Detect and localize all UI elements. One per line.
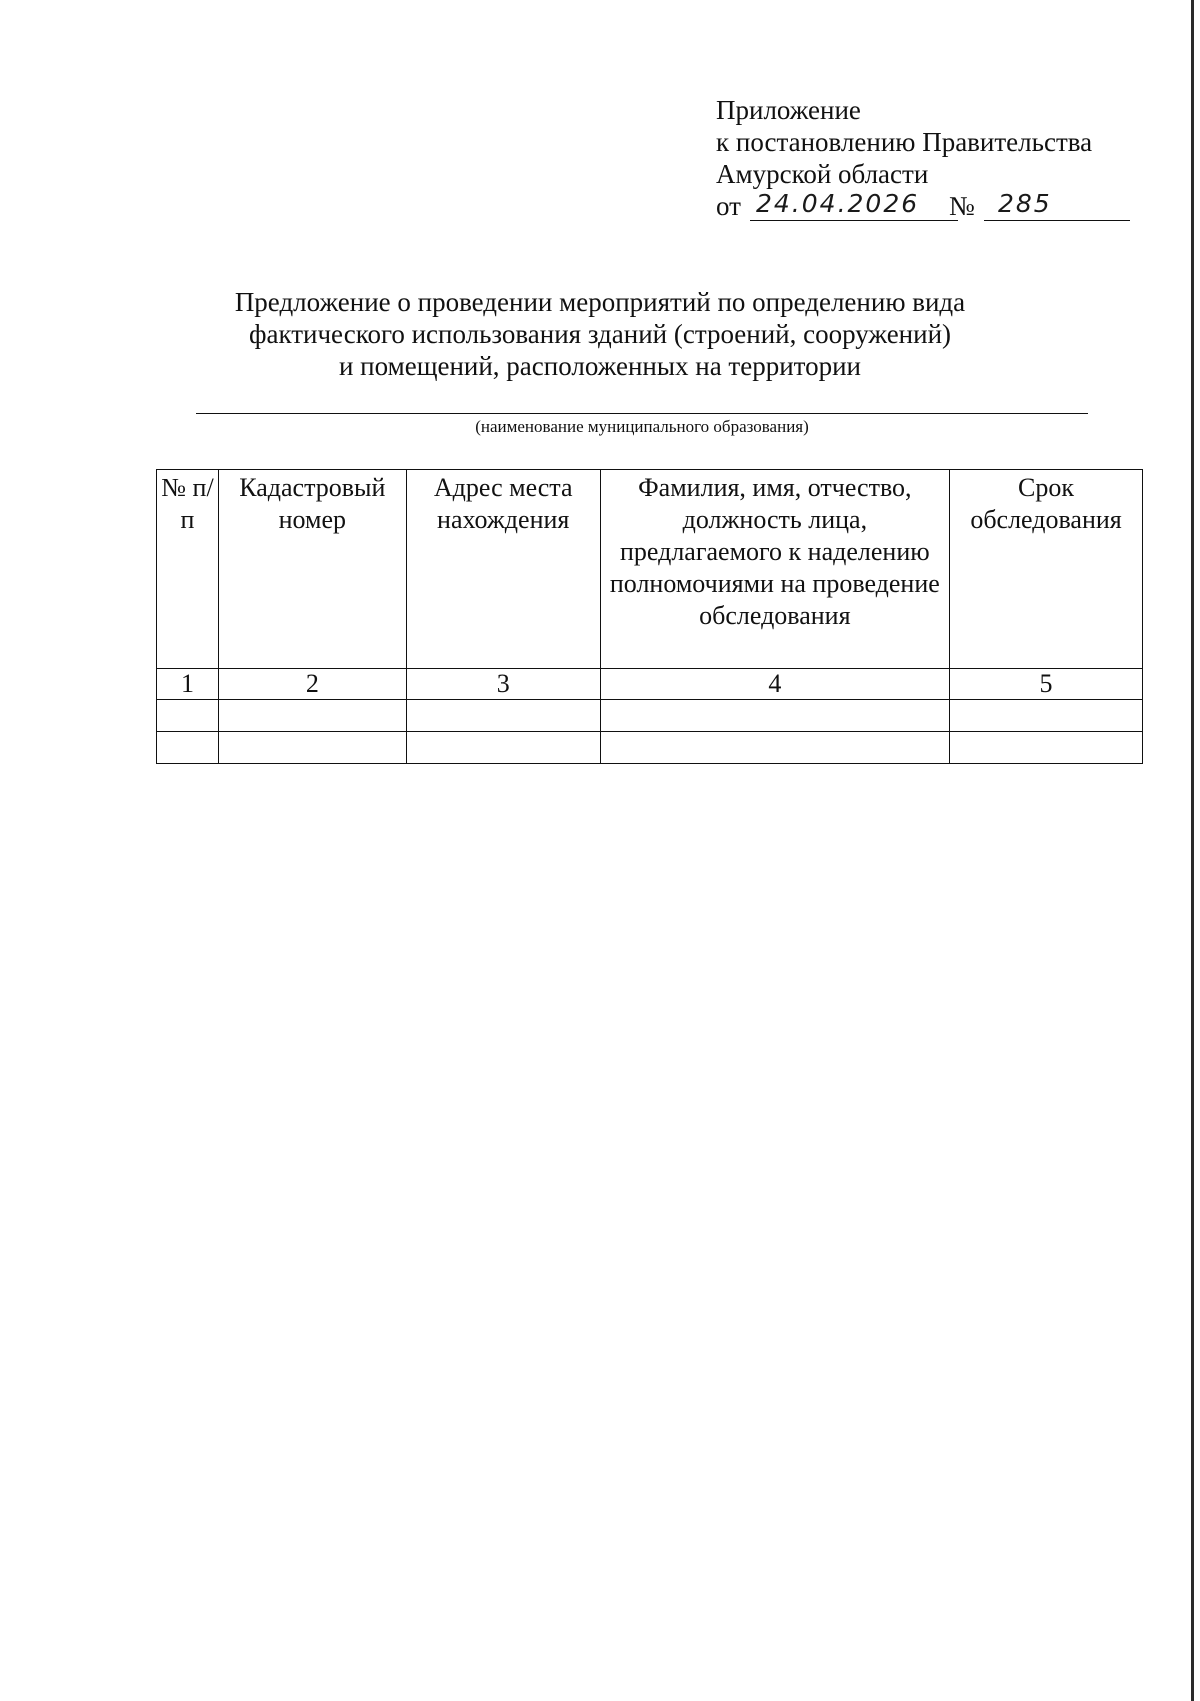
- number-sign: №: [949, 191, 975, 221]
- date-field: [750, 190, 958, 221]
- column-number-row: [157, 669, 1143, 700]
- appendix-region-line: Амурской области: [716, 159, 929, 189]
- title-line-2: фактического использования зданий (строений, сооружений): [248, 319, 952, 349]
- header-number: № п/п: [157, 470, 219, 669]
- appendix-block: [716, 94, 1092, 222]
- table-cell: [600, 732, 949, 764]
- date-prefix: от: [716, 191, 741, 221]
- header-responsible-person: Фамилия, имя, отчество, должность лица, предлагаемого к наделению полномочиями на проведение обследования: [600, 470, 949, 669]
- table-row: [157, 700, 1143, 732]
- table-cell: [406, 732, 600, 764]
- header-cadastral-number: Кадастровый номер: [218, 470, 406, 669]
- table-cell: [157, 732, 219, 764]
- table-row: [157, 732, 1143, 764]
- table-cell: [600, 700, 949, 732]
- page-edge: [1191, 0, 1194, 1701]
- appendix-resolution-line: к постановлению Правительства: [716, 127, 1093, 157]
- appendix-date-number-line: [716, 190, 1092, 222]
- header-survey-period: Срок обследования: [950, 470, 1143, 669]
- appendix-title: Приложение: [716, 95, 861, 125]
- table-cell: [950, 700, 1143, 732]
- document-title: [150, 286, 1050, 382]
- table-cell: [950, 732, 1143, 764]
- column-number: 3: [406, 669, 600, 700]
- header-address: Адрес места нахождения: [406, 470, 600, 669]
- municipality-caption: (наименование муниципального образования): [475, 417, 809, 436]
- municipality-blank-line: [196, 413, 1088, 414]
- handwritten-date: 24.04.2026: [756, 189, 920, 218]
- number-field: [984, 190, 1130, 221]
- table-cell: [218, 732, 406, 764]
- column-number: 5: [950, 669, 1143, 700]
- table-cell: [218, 700, 406, 732]
- table-header-row: [157, 470, 1143, 669]
- proposal-table: [156, 469, 1143, 764]
- title-line-3: и помещений, расположенных на территории: [338, 351, 862, 381]
- column-number: 1: [157, 669, 219, 700]
- column-number: 2: [218, 669, 406, 700]
- title-line-1: Предложение о проведении мероприятий по определению вида: [234, 287, 966, 317]
- handwritten-number: 285: [998, 189, 1052, 218]
- column-number: 4: [600, 669, 949, 700]
- table-cell: [406, 700, 600, 732]
- table-cell: [157, 700, 219, 732]
